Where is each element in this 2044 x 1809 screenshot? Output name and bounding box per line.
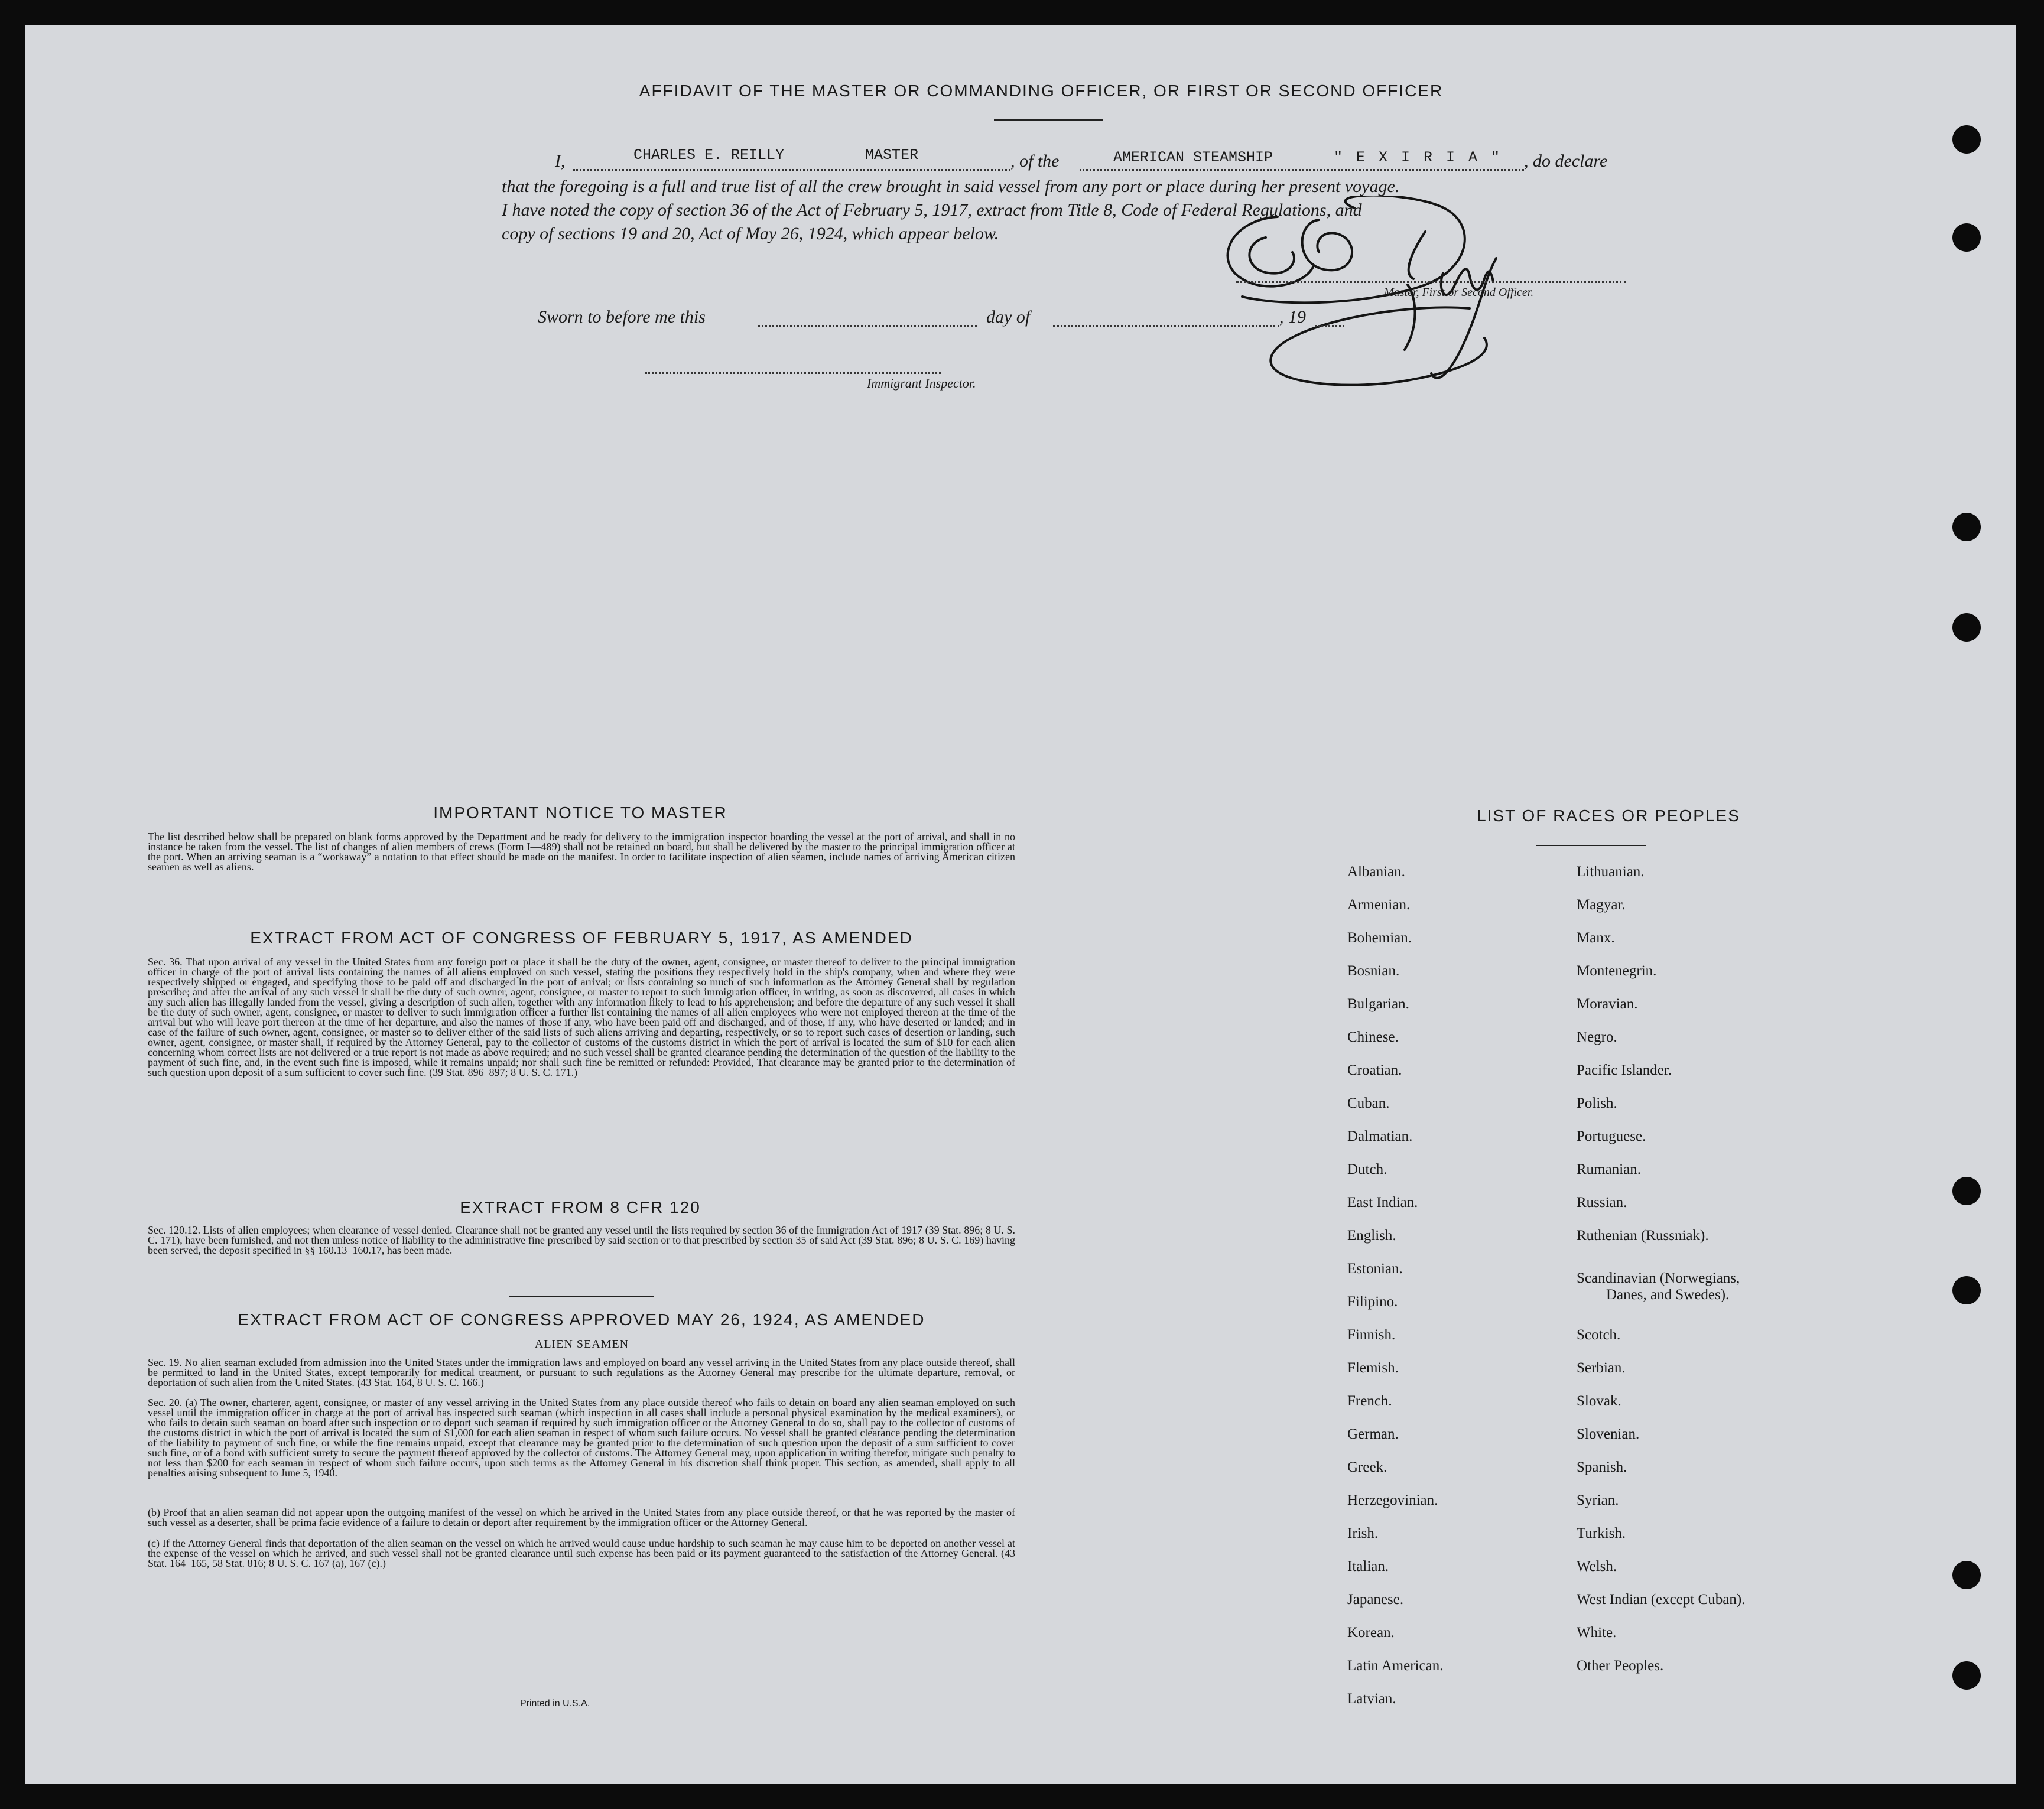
race-item: Moravian.: [1577, 996, 1638, 1012]
signature-caption: Master, First or Second Officer.: [1384, 286, 1534, 299]
punch-hole: [1952, 1661, 1981, 1690]
affidavit-i-label: I,: [555, 151, 566, 171]
race-item: Lithuanian.: [1577, 864, 1645, 880]
race-item: Slovenian.: [1577, 1426, 1640, 1442]
inspector-caption: Immigrant Inspector.: [867, 376, 976, 391]
race-item: Magyar.: [1577, 897, 1626, 913]
punch-hole: [1952, 1177, 1981, 1205]
race-item: Bosnian.: [1347, 963, 1400, 979]
sec20c-text: (c) If the Attorney General finds that deportation of the alien seaman on the vessel on which he arrived would cause undue hardship to such seaman he may cause him to be deported on another vessel at the expense of the vessel on which he arrived, and such vessel shall not be granted clearance until such expense has been paid or its payment guaranteed to the satisfaction of the Attorney General. (43 Stat. 164–165, 58 Stat. 816; 8 U. S. C. 167 (a), 167 (c).): [148, 1537, 1015, 1569]
vessel-type: AMERICAN STEAMSHIP: [1113, 149, 1273, 166]
punch-hole: [1952, 1561, 1981, 1589]
sworn-month-line: [1053, 325, 1279, 327]
inspector-signature-line: [645, 372, 941, 374]
race-item: Slovak.: [1577, 1393, 1621, 1409]
race-item: Syrian.: [1577, 1492, 1619, 1508]
race-item: Bohemian.: [1347, 930, 1412, 946]
race-item: Herzegovinian.: [1347, 1492, 1438, 1508]
title-rule: [994, 119, 1103, 121]
race-item: Polish.: [1577, 1095, 1617, 1111]
sworn-year-line: [1315, 325, 1344, 327]
race-item: White.: [1577, 1625, 1617, 1641]
race-item: Scandinavian (Norwegians,: [1577, 1270, 1740, 1286]
race-item: Flemish.: [1347, 1360, 1399, 1376]
race-item: Dalmatian.: [1347, 1128, 1413, 1144]
race-item: Ruthenian (Russniak).: [1577, 1228, 1709, 1244]
punch-hole: [1952, 1276, 1981, 1304]
printed-in-usa: Printed in U.S.A.: [520, 1699, 590, 1709]
sec20a-text: Sec. 20. (a) The owner, charterer, agent, consignee, or master of any vessel arriving in the United States from any place outside thereof who fails to detain on board any alien seaman employed on such vessel until the immigration officer in charge at the port of arrival has inspected such seaman (which inspection in all cases shall include a personal physical examination by the medical examiners), or who fails to detain such seaman on board after such inspection or to deport such seaman if required by such immigration officer or the Attorney General to do so, shall pay to the collector of customs of the customs district in which the port of arrival is located the sum of $1,000 for each alien seaman in respect of whom such failure occurs. No vessel shall be granted clearance pending the determination of the liability to payment of such fine, or while the fine remains unpaid, except that clearance may be granted prior to the determination of such question upon the deposit of a sum sufficient to cover such fine, or of a bond with sufficient surety to secure the payment thereof approved by the collector of customs. The Attorney General may, upon application in writing therefor, mitigate such penalty to not less than $200 for each seaman in respect of whom such failure occurs, upon such terms as the Attorney General in his discretion shall think proper. This section, as amended, shall apply to all penalties arising subsequent to June 5, 1940.: [148, 1397, 1015, 1479]
vessel-fill-line: [1080, 169, 1524, 171]
year-label: , 19: [1279, 307, 1306, 327]
punch-hole: [1952, 613, 1981, 642]
race-item: Latin American.: [1347, 1658, 1444, 1674]
punch-hole: [1952, 125, 1981, 154]
race-item: French.: [1347, 1393, 1392, 1409]
race-item: Estonian.: [1347, 1261, 1403, 1277]
race-item: Filipino.: [1347, 1294, 1398, 1310]
race-item: Portuguese.: [1577, 1128, 1646, 1144]
master-name: CHARLES E. REILLY: [633, 147, 785, 164]
race-item: Danes, and Swedes).: [1606, 1287, 1730, 1303]
extract-cfr-text: Sec. 120.12. Lists of alien employees; when clearance of vessel denied. Clearance shall not be granted any vessel until the lists required by section 36 of the Immigration Act of 1917 (39 Stat. 896; 8 U. S. C. 171), have been furnished, and not then unless notice of liability to the administrative fine prescribed by said section or to that prescribed by section 35 of said Act (39 Stat. 896; 8 U. S. C. 169) having been served, the deposit specified in §§ 160.13–160.17, has been made.: [148, 1224, 1015, 1256]
sworn-day-line: [758, 325, 977, 327]
day-of-label: day of: [986, 307, 1031, 327]
notice-title: IMPORTANT NOTICE TO MASTER: [433, 803, 727, 822]
punch-hole: [1952, 513, 1981, 541]
race-item: Pacific Islander.: [1577, 1062, 1672, 1078]
race-item: Italian.: [1347, 1559, 1389, 1574]
affidavit-line-4: copy of sections 19 and 20, Act of May 26, 1924, which appear below.: [502, 224, 999, 243]
race-item: Greek.: [1347, 1459, 1387, 1475]
name-fill-line: [573, 169, 1010, 171]
race-item: Korean.: [1347, 1625, 1395, 1641]
race-item: West Indian (except Cuban).: [1577, 1592, 1746, 1608]
race-item: Spanish.: [1577, 1459, 1627, 1475]
race-item: Negro.: [1577, 1029, 1617, 1045]
race-item: Irish.: [1347, 1525, 1379, 1541]
races-rule: [1536, 845, 1646, 846]
race-item: Bulgarian.: [1347, 996, 1409, 1012]
affidavit-title: AFFIDAVIT OF THE MASTER OR COMMANDING OFFICER, OR FIRST OR SECOND OFFICER: [639, 82, 1444, 100]
race-item: Manx.: [1577, 930, 1615, 946]
punch-hole: [1952, 223, 1981, 252]
race-item: German.: [1347, 1426, 1399, 1442]
race-item: Albanian.: [1347, 864, 1405, 880]
race-item: Welsh.: [1577, 1559, 1617, 1574]
race-item: Turkish.: [1577, 1525, 1626, 1541]
race-item: Other Peoples.: [1577, 1658, 1664, 1674]
notice-text: The list described below shall be prepared on blank forms approved by the Department and be ready for delivery to the immigration inspector boarding the vessel at the port of arrival, and shall in no instance be taken from the vessel. The list of changes of alien members of crews (Form I—489) shall not be retained on board, but shall be delivered by the master to the principal immigration officer at the port. When an arriving seaman is a “workaway” a notation to that effect should be made on the manifest. In order to facilitate inspection of alien seamen, include names of arriving American citizen seamen as well as aliens.: [148, 831, 1015, 873]
signature-line: [1236, 281, 1626, 283]
race-item: English.: [1347, 1228, 1396, 1244]
race-item: Scotch.: [1577, 1327, 1621, 1343]
signature: [1201, 196, 1579, 409]
extract-1924-title: EXTRACT FROM ACT OF CONGRESS APPROVED MAY 26, 1924, AS AMENDED: [238, 1310, 925, 1329]
race-item: Dutch.: [1347, 1161, 1387, 1177]
sec19-text: Sec. 19. No alien seaman excluded from admission into the United States under the immigration laws and employed on board any vessel arriving in the United States from any place outside thereof, shall be permitted to land in the United States, except temporarily for medical treatment, or pursuant to such regulations as the Attorney General may prescribe for the ultimate departure, removal, or deportation of such alien from the United States. (43 Stat. 164, 8 U. S. C. 166.): [148, 1356, 1015, 1388]
race-item: Rumanian.: [1577, 1161, 1642, 1177]
race-item: Montenegrin.: [1577, 963, 1657, 979]
race-item: Finnish.: [1347, 1327, 1396, 1343]
race-item: Chinese.: [1347, 1029, 1399, 1045]
master-rank: MASTER: [865, 147, 919, 164]
do-declare-label: , do declare: [1524, 151, 1608, 171]
sec20b-text: (b) Proof that an alien seaman did not appear upon the outgoing manifest of the vessel on which he arrived in the United States from any place outside thereof, or that he was reported by the master of such vessel as a deserter, shall be prima facie evidence of a failure to detain or deport after requirement by the immigration officer or the Attorney General.: [148, 1507, 1015, 1528]
of-the-label: , of the: [1010, 151, 1060, 171]
race-item: Japanese.: [1347, 1592, 1404, 1608]
extract-1917-text: Sec. 36. That upon arrival of any vessel in the United States from any foreign port or place it shall be the duty of the owner, agent, consignee, or master thereof to deliver to the principal immigration officer in charge of the port of arrival lists containing the names of all aliens employed on such vessel, stating the positions they respectively hold in the ship's company, when and where they were respectively shipped or engaged, and specifying those to be paid off and discharged in the port of arrival; or lists containing so much of such information as the Attorney General shall by regulation prescribe; and after the arrival of any such vessel it shall be the duty of such owner, agent, consignee, or master to report to such immigration officer, in writing, as soon as discovered, all cases in which any such alien has illegally landed from the vessel, giving a description of such alien, together with any information likely to lead to his apprehension; and before the departure of any such vessel it shall be the duty of such owner, agent, consignee, or master to deliver to such immigration officer a further list containing the names of all alien employees who were not employed thereon at the time of the arrival but who will leave port thereon at the time of her departure, and also the names of those if any, who have been paid off and discharged, and of those, if any, who have deserted or landed; and in case of the failure of such owner, agent, consignee, or master so to deliver either of the said lists of such aliens arriving and departing, respectively, or so to report such cases of desertion or landing, such owner, agent, consignee, or master shall, if required by the Attorney General, pay to the collector of customs of the customs district in which the port of arrival is located the sum of $10 for each alien concerning whom correct lists are not delivered or a true report is not made as above required; and no such vessel shall be granted clearance pending the determination of the question of the liability to the payment of such fine, and, in the event such fine is imposed, while it remains unpaid; nor shall such fine be remitted or refunded: Provided, That clearance may be granted prior to the determination of such question upon deposit of a sum sufficient to cover such fine. (39 Stat. 896–897; 8 U. S. C. 171.): [148, 956, 1015, 1078]
race-item: Croatian.: [1347, 1062, 1402, 1078]
races-title: LIST OF RACES OR PEOPLES: [1477, 806, 1740, 825]
race-item: Cuban.: [1347, 1095, 1390, 1111]
extract-cfr-title: EXTRACT FROM 8 CFR 120: [460, 1198, 701, 1216]
race-item: Armenian.: [1347, 897, 1411, 913]
race-item: Russian.: [1577, 1195, 1627, 1211]
race-item: Serbian.: [1577, 1360, 1626, 1376]
document-page: [25, 25, 2016, 1784]
vessel-name: " E X I R I A ": [1334, 149, 1503, 166]
affidavit-line-3: I have noted the copy of section 36 of the Act of February 5, 1917, extract from Title 8, Code of Federal Regulations, and: [502, 200, 1362, 220]
extract-1917-title: EXTRACT FROM ACT OF CONGRESS OF FEBRUARY 5, 1917, AS AMENDED: [250, 929, 913, 947]
sworn-label: Sworn to before me this: [538, 307, 706, 327]
alien-seamen-subtitle: ALIEN SEAMEN: [534, 1338, 629, 1351]
affidavit-line-2: that the foregoing is a full and true list of all the crew brought in said vessel from any port or place during her present voyage.: [502, 177, 1400, 196]
cfr-rule: [509, 1296, 654, 1297]
race-item: Latvian.: [1347, 1691, 1396, 1707]
race-item: East Indian.: [1347, 1195, 1418, 1211]
